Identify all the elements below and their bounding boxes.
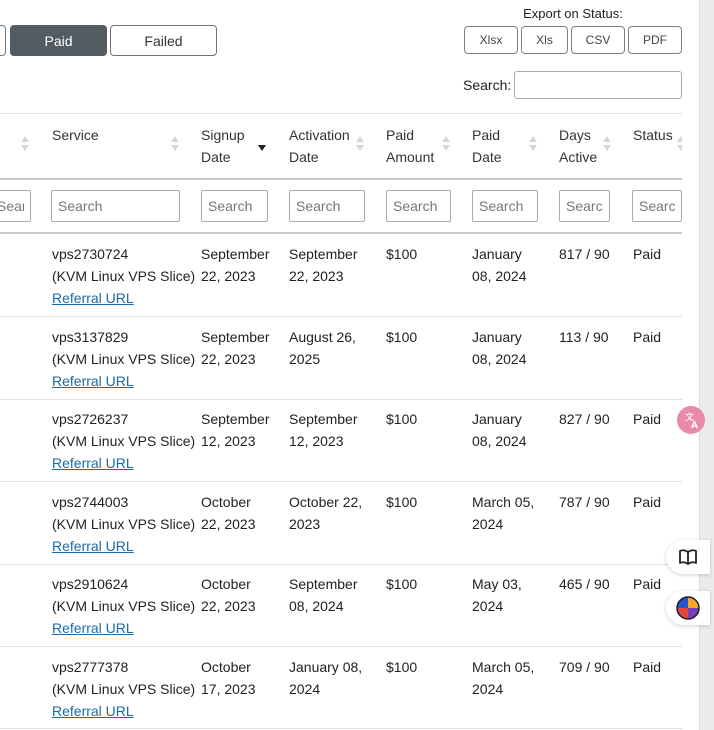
signup-date-cell	[201, 243, 269, 287]
days-active-cell: 817 / 90	[559, 246, 610, 262]
status-filter-paid-button[interactable]: Paid	[10, 25, 107, 56]
row-divider	[0, 481, 682, 482]
reader-button[interactable]	[666, 540, 710, 574]
column-header-signup-line: Date	[201, 149, 231, 165]
signup-date-line: 22, 2023	[201, 516, 256, 532]
paid-date-cell	[472, 491, 534, 535]
column-header-activation-line: Date	[289, 149, 319, 165]
activation-date-line: October 22,	[289, 494, 363, 510]
sort-icon[interactable]	[21, 136, 30, 152]
column-header-status[interactable]	[633, 124, 673, 146]
signup-date-line: October	[201, 659, 251, 675]
book-icon	[678, 548, 698, 566]
service-cell	[52, 656, 195, 722]
column-header-activation-date[interactable]	[289, 124, 350, 168]
referral-url-link[interactable]: Referral URL	[52, 455, 134, 471]
activation-date-cell	[289, 243, 357, 287]
signup-date-line: 22, 2023	[201, 351, 256, 367]
referral-url-link[interactable]: Referral URL	[52, 703, 134, 719]
activation-date-cell	[289, 656, 362, 700]
paid-date-line: January	[472, 329, 522, 345]
row-divider	[0, 316, 682, 317]
column-search-status-input[interactable]	[632, 190, 682, 222]
column-header-service-line: Service	[52, 127, 99, 143]
service-type: (KVM Linux VPS Slice)	[52, 681, 196, 697]
column-header-status-line: Status	[633, 127, 673, 143]
column-header-paid-date[interactable]	[472, 124, 502, 168]
sort-service-icon[interactable]	[171, 136, 180, 152]
service-id: vps3137829	[52, 329, 129, 345]
referral-url-link[interactable]: Referral URL	[52, 620, 134, 636]
signup-date-cell	[201, 326, 269, 370]
service-id: vps2730724	[52, 246, 129, 262]
days-active-cell: 113 / 90	[559, 329, 609, 345]
service-id: vps2910624	[52, 576, 129, 592]
paid-date-line: March 05,	[472, 659, 535, 675]
search-row-bottom-border	[0, 232, 682, 234]
status-filter-failed-button[interactable]: Failed	[110, 25, 217, 56]
translate-button[interactable]	[676, 405, 706, 435]
column-header-days-active-line: Days	[559, 127, 591, 143]
signup-date-line: 22, 2023	[201, 598, 256, 614]
referral-url-link[interactable]: Referral URL	[52, 290, 134, 306]
paid-date-cell	[472, 243, 527, 287]
service-cell	[52, 326, 195, 392]
column-header-days-active[interactable]	[559, 124, 597, 168]
search-input[interactable]	[514, 71, 682, 99]
activation-date-line: September	[289, 411, 358, 427]
paid-date-cell	[472, 656, 534, 700]
export-xlsx-button[interactable]: Xlsx	[464, 26, 518, 54]
days-active-cell: 709 / 90	[559, 659, 610, 675]
paid-date-cell	[472, 573, 522, 617]
signup-date-line: 17, 2023	[201, 681, 256, 697]
service-cell	[52, 408, 195, 474]
column-header-days-active-line: Active	[559, 149, 598, 165]
activation-date-line: 08, 2024	[289, 598, 344, 614]
export-csv-button[interactable]: CSV	[571, 26, 625, 54]
paid-date-line: March 05,	[472, 494, 535, 510]
paid-date-line: 2024	[472, 598, 504, 614]
table-row	[0, 483, 682, 565]
service-type: (KVM Linux VPS Slice)	[52, 516, 196, 532]
signup-date-line: September	[201, 246, 270, 262]
export-label: Export on Status:	[523, 6, 623, 21]
status-cell: Paid	[633, 494, 662, 510]
activation-date-cell	[289, 573, 357, 617]
column-header-signup-line: Signup	[201, 127, 245, 143]
status-cell: Paid	[633, 576, 662, 592]
service-id: vps2744003	[52, 494, 129, 510]
signup-date-line: September	[201, 411, 270, 427]
sort-paid-amount-icon[interactable]	[442, 136, 451, 152]
signup-date-line: October	[201, 494, 251, 510]
service-type: (KVM Linux VPS Slice)	[52, 351, 196, 367]
service-id: vps2777378	[52, 659, 129, 675]
paid-date-line: 2024	[472, 516, 504, 532]
paid-date-line: 2024	[472, 681, 504, 697]
signup-date-cell	[201, 408, 269, 452]
column-search-paid-amount-input[interactable]	[386, 190, 451, 222]
globe-icon	[676, 596, 700, 620]
sort-activation-icon[interactable]	[356, 136, 365, 152]
table-row	[0, 400, 682, 482]
svg-text:文: 文	[685, 413, 695, 423]
service-type: (KVM Linux VPS Slice)	[52, 598, 196, 614]
column-search-days-active-input[interactable]	[559, 190, 610, 222]
signup-date-line: 12, 2023	[201, 433, 256, 449]
paid-amount-cell: $100	[386, 329, 418, 345]
column-search-signup-input[interactable]	[201, 190, 268, 222]
activation-date-line: January 08,	[289, 659, 363, 675]
activation-date-cell	[289, 408, 357, 452]
days-active-cell: 787 / 90	[559, 494, 610, 510]
column-search-service-input[interactable]	[51, 190, 180, 222]
paid-amount-cell: $100	[386, 576, 418, 592]
activation-date-cell	[289, 326, 356, 370]
export-pdf-button[interactable]: PDF	[628, 26, 682, 54]
column-search-partial-input[interactable]	[0, 190, 31, 222]
referral-url-link[interactable]: Referral URL	[52, 373, 134, 389]
column-header-paid-amount[interactable]	[386, 124, 434, 168]
referral-url-link[interactable]: Referral URL	[52, 538, 134, 554]
table-row	[0, 565, 682, 647]
assistant-button[interactable]	[666, 591, 710, 625]
activation-date-line: 22, 2023	[289, 268, 344, 284]
signup-date-cell	[201, 491, 256, 535]
paid-amount-cell: $100	[386, 411, 418, 427]
activation-date-line: 12, 2023	[289, 433, 344, 449]
service-cell	[52, 491, 195, 557]
column-search-paid-date-input[interactable]	[472, 190, 538, 222]
status-cell: Paid	[633, 246, 662, 262]
activation-date-line: 2023	[289, 516, 321, 532]
row-divider	[0, 646, 682, 647]
service-cell	[52, 243, 195, 309]
column-header-paid-date-line: Paid	[472, 127, 501, 143]
service-type: (KVM Linux VPS Slice)	[52, 268, 196, 284]
signup-date-cell	[201, 573, 256, 617]
column-header-paid-amount-line: Amount	[386, 149, 435, 165]
column-header-signup-date[interactable]	[201, 124, 245, 168]
column-header-paid-amount-line: Paid	[386, 127, 415, 143]
row-divider	[0, 728, 682, 729]
days-active-cell: 465 / 90	[559, 576, 610, 592]
header-bottom-border	[0, 178, 682, 180]
paid-date-line: January	[472, 246, 522, 262]
search-label: Search:	[463, 77, 512, 93]
translate-icon	[676, 405, 706, 435]
column-header-service[interactable]	[52, 124, 99, 146]
paid-amount-cell: $100	[386, 659, 418, 675]
paid-amount-cell: $100	[386, 494, 418, 510]
status-cell: Paid	[633, 659, 662, 675]
activation-date-line: September	[289, 576, 358, 592]
activation-date-cell	[289, 491, 362, 535]
signup-date-line: October	[201, 576, 251, 592]
paid-date-line: 08, 2024	[472, 268, 527, 284]
service-cell	[52, 573, 195, 639]
paid-date-line: 08, 2024	[472, 351, 527, 367]
sort-paid-date-icon[interactable]	[529, 136, 538, 152]
export-xls-button[interactable]: Xls	[521, 26, 568, 54]
activation-date-line: 2024	[289, 681, 321, 697]
service-type: (KVM Linux VPS Slice)	[52, 433, 196, 449]
days-active-cell: 827 / 90	[559, 411, 610, 427]
table-row	[0, 318, 682, 400]
column-header-activation-line: Activation	[289, 127, 350, 143]
activation-date-line: 2025	[289, 351, 321, 367]
sort-days-active-icon[interactable]	[603, 136, 612, 152]
activation-date-line: August 26,	[289, 329, 356, 345]
paid-date-cell	[472, 326, 527, 370]
paid-date-line: January	[472, 411, 522, 427]
table-row	[0, 235, 682, 317]
sort-signup-descending-icon[interactable]	[258, 136, 267, 152]
column-search-activation-input[interactable]	[289, 190, 365, 222]
paid-amount-cell: $100	[386, 246, 418, 262]
status-cell: Paid	[633, 411, 662, 427]
column-header-paid-date-line: Date	[472, 149, 502, 165]
signup-date-line: 22, 2023	[201, 268, 256, 284]
sort-status-icon[interactable]	[677, 136, 682, 152]
signup-date-line: September	[201, 329, 270, 345]
signup-date-cell	[201, 656, 256, 700]
paid-date-cell	[472, 408, 527, 452]
status-filter-partial-button[interactable]	[0, 25, 6, 56]
table-top-border	[0, 113, 682, 114]
paid-date-line: 08, 2024	[472, 433, 527, 449]
service-id: vps2726237	[52, 411, 129, 427]
svg-text:A: A	[691, 421, 698, 431]
table-row	[0, 648, 682, 730]
paid-date-line: May 03,	[472, 576, 522, 592]
status-cell: Paid	[633, 329, 662, 345]
activation-date-line: September	[289, 246, 358, 262]
